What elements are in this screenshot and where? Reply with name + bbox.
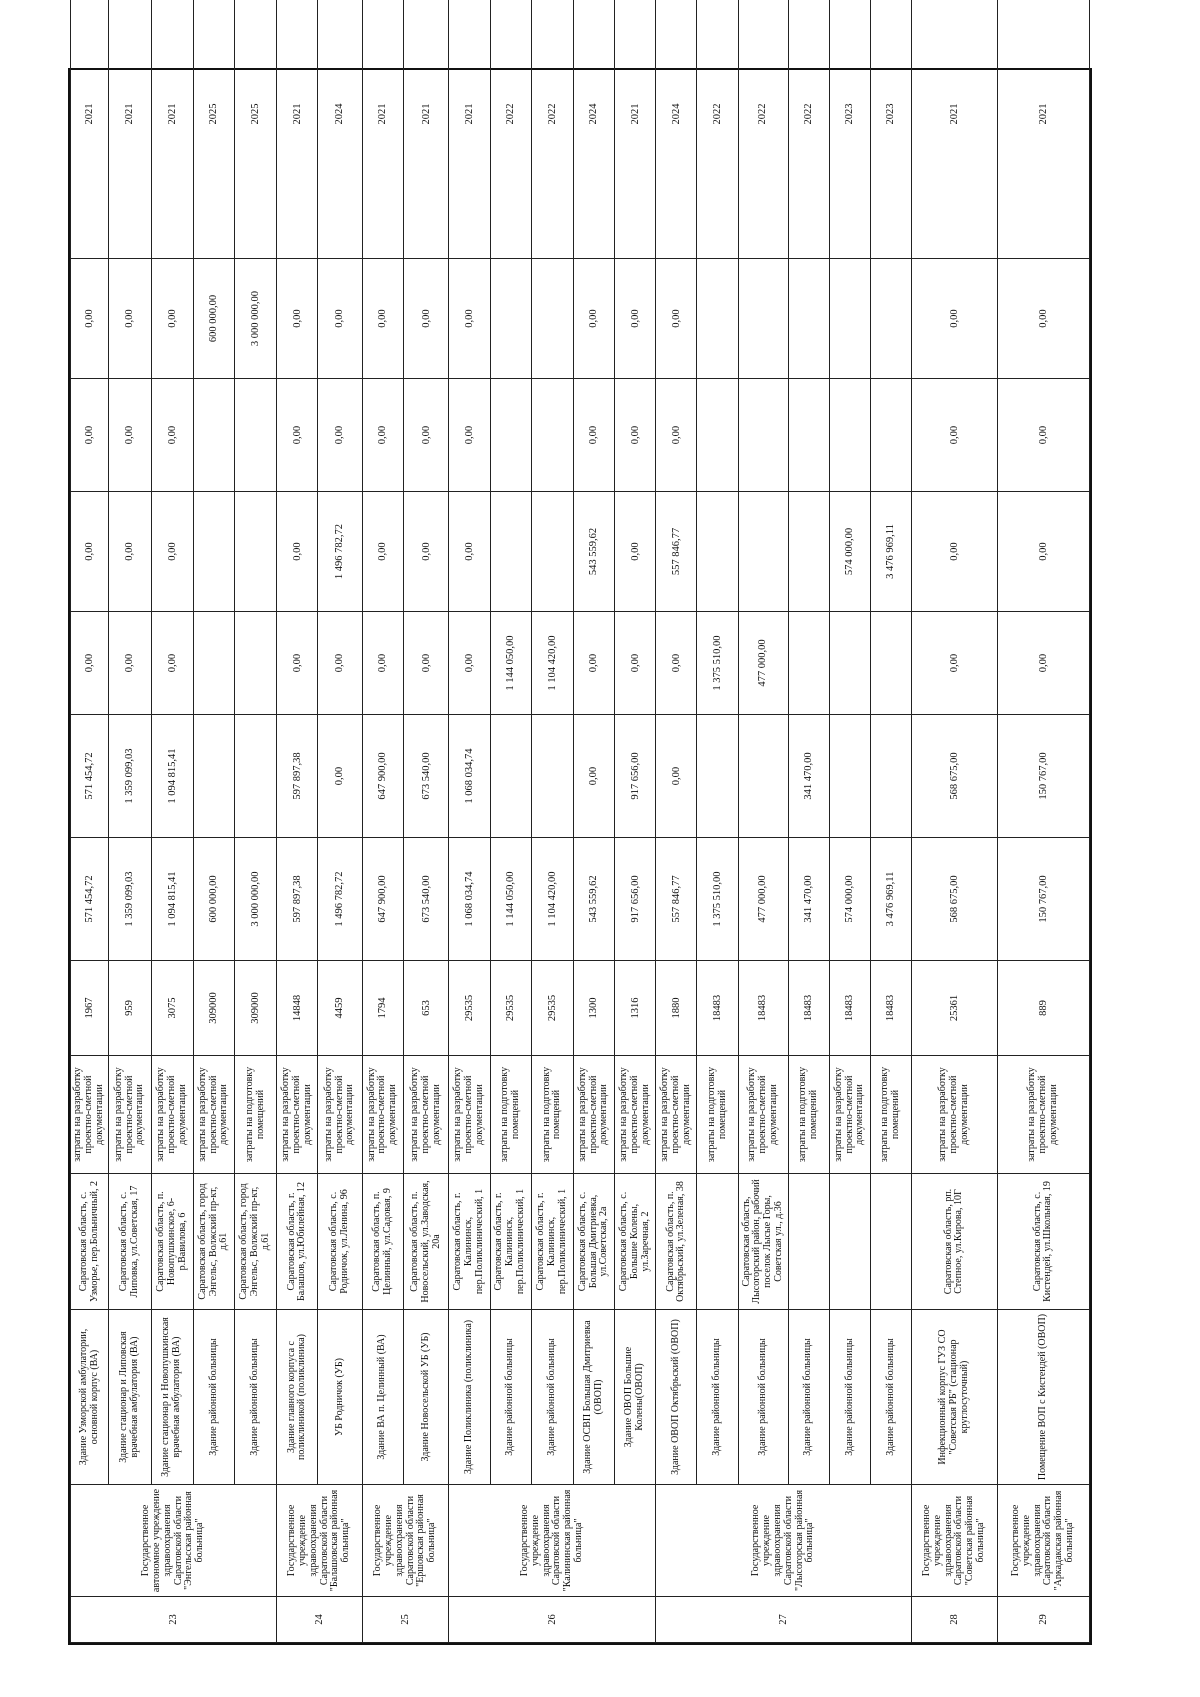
area: 18483 [697, 961, 738, 1056]
organization-name: Государственное учреждение здравоохранения Саратовской области "Калининская районная больница" [449, 1485, 656, 1597]
address: Саратовская область, город Энгельс, Волжский пр-кт, д.61 [193, 1174, 234, 1310]
cost-2021 [234, 715, 276, 838]
cost-2024 [870, 379, 911, 492]
cost-2022 [788, 612, 829, 715]
total-cost: 341 470,00 [788, 838, 829, 961]
completion-year: 2024 [656, 0, 697, 259]
total-cost: 917 656,00 [615, 838, 656, 961]
cost-2023: 557 846,77 [656, 492, 697, 612]
cost-2022: 0,00 [109, 612, 151, 715]
table-row [870, 0, 911, 1643]
total-cost: 1 068 034,74 [449, 838, 490, 961]
table-row [829, 0, 870, 1643]
cost-2022: 1 375 510,00 [697, 612, 738, 715]
row-number: 29 [997, 1597, 1089, 1643]
cost-2024: 0,00 [151, 379, 193, 492]
row-number: 24 [277, 1597, 363, 1643]
cost-2022: 0,00 [151, 612, 193, 715]
cost-2024: 0,00 [656, 379, 697, 492]
address: Саратовская область, Лысогорский район, рабочий поселок Лысые Горы, Советская ул., д.36 [738, 1174, 788, 1310]
address: Саратовская область, с. Узморье, пер.Больничный, 2 [71, 1174, 109, 1310]
row-number: 28 [912, 1597, 998, 1643]
object-name: Здание районной больницы [697, 1310, 738, 1485]
object-name: Здание ОСВП Большая Дмитриевка (ОВОП) [574, 1310, 615, 1485]
cost-2021: 568 675,00 [912, 715, 998, 838]
total-cost: 673 540,00 [403, 838, 449, 961]
table-row [151, 0, 193, 1643]
address: Саратовская область, с. Липовка, ул.Советская, 17 [109, 1174, 151, 1310]
table-body [71, 0, 1090, 1643]
cost-2022: 0,00 [574, 612, 615, 715]
table-row [318, 0, 362, 1643]
cost-2021: 673 540,00 [403, 715, 449, 838]
cost-2025 [531, 259, 573, 379]
organization-name: Государственное учреждение здравоохранения Саратовской области "Лысогорская районная больница" [656, 1485, 912, 1597]
cost-2021 [193, 715, 234, 838]
cost-2025: 0,00 [912, 259, 998, 379]
cost-2024: 0,00 [362, 379, 403, 492]
cost-2021: 0,00 [318, 715, 362, 838]
address [697, 1174, 738, 1310]
organization-name: Государственное автономное учреждение здравоохранения Саратовской области "Энгельсская районная больница" [71, 1485, 277, 1597]
area: 29535 [531, 961, 573, 1056]
object-name: Здание ВА п. Целинный (ВА) [362, 1310, 403, 1485]
cost-2023 [531, 492, 573, 612]
cost-2024: 0,00 [318, 379, 362, 492]
cost-2022: 0,00 [362, 612, 403, 715]
completion-year: 2025 [193, 0, 234, 259]
cost-2024 [788, 379, 829, 492]
completion-year: 2024 [318, 0, 362, 259]
cost-2023: 0,00 [151, 492, 193, 612]
cost-2025 [697, 259, 738, 379]
completion-year: 2022 [788, 0, 829, 259]
cost-2025: 0,00 [151, 259, 193, 379]
completion-year: 2021 [449, 0, 490, 259]
cost-2024 [531, 379, 573, 492]
address: Саратовская область, г. Калининск, пер.Поликлинический, 1 [531, 1174, 573, 1310]
total-cost: 3 476 969,11 [870, 838, 911, 961]
object-name: Здание районной больницы [531, 1310, 573, 1485]
completion-year: 2022 [697, 0, 738, 259]
completion-year: 2021 [912, 0, 998, 259]
cost-2024: 0,00 [109, 379, 151, 492]
cost-2022: 0,00 [403, 612, 449, 715]
cost-2023 [697, 492, 738, 612]
cost-2021: 1 094 815,41 [151, 715, 193, 838]
cost-2025: 0,00 [656, 259, 697, 379]
cost-2025: 0,00 [362, 259, 403, 379]
total-cost: 574 000,00 [829, 838, 870, 961]
object-name: Здание районной больницы [870, 1310, 911, 1485]
cost-2023: 0,00 [997, 492, 1089, 612]
cost-type: затраты на подготовку помещений [697, 1056, 738, 1174]
cost-2023: 0,00 [403, 492, 449, 612]
table-row [362, 0, 403, 1643]
cost-type: затраты на разработку проектно-сметной документации [151, 1056, 193, 1174]
address: Саратовская область, п. Целинный, ул.Садовая, 9 [362, 1174, 403, 1310]
cost-2022: 0,00 [615, 612, 656, 715]
table-row [738, 0, 788, 1643]
area: 1794 [362, 961, 403, 1056]
cost-2021 [697, 715, 738, 838]
table-row [490, 0, 531, 1643]
area: 1300 [574, 961, 615, 1056]
object-name: Помещение ВОП с Кистендей (ОВОП) [997, 1310, 1089, 1485]
address: Саратовская область, с. Кистендей, ул.Школьная, 19 [997, 1174, 1089, 1310]
cost-2024: 0,00 [449, 379, 490, 492]
cost-2025 [738, 259, 788, 379]
cost-2024 [829, 379, 870, 492]
cost-2021: 1 068 034,74 [449, 715, 490, 838]
document-sheet [68, 68, 1092, 1645]
object-name: Здание главного корпуса с поликлиникой (поликлиника) [277, 1310, 318, 1485]
total-cost: 557 846,77 [656, 838, 697, 961]
object-name: Здание ОВОП Октябрьский (ОВОП) [656, 1310, 697, 1485]
address [829, 1174, 870, 1310]
completion-year: 2021 [997, 0, 1089, 259]
area: 18483 [738, 961, 788, 1056]
cost-2021: 341 470,00 [788, 715, 829, 838]
area: 3075 [151, 961, 193, 1056]
object-name: Здание районной больницы [490, 1310, 531, 1485]
cost-2023: 574 000,00 [829, 492, 870, 612]
cost-2024: 0,00 [574, 379, 615, 492]
table-row [403, 0, 449, 1643]
cost-2023 [193, 492, 234, 612]
cost-2023: 0,00 [71, 492, 109, 612]
cost-type: затраты на разработку проектно-сметной документации [738, 1056, 788, 1174]
cost-2025 [829, 259, 870, 379]
cost-2023: 0,00 [277, 492, 318, 612]
cost-2022 [829, 612, 870, 715]
cost-2023: 0,00 [362, 492, 403, 612]
address [788, 1174, 829, 1310]
table-row [997, 0, 1089, 1643]
cost-2025: 0,00 [997, 259, 1089, 379]
cost-2025 [490, 259, 531, 379]
table-row [788, 0, 829, 1643]
address: Саратовская область, с. Большие Колены, ул.Заречная, 2 [615, 1174, 656, 1310]
cost-2025: 0,00 [574, 259, 615, 379]
object-name: Здание Узморской амбулатории, основной корпус (ВА) [71, 1310, 109, 1485]
cost-2022 [870, 612, 911, 715]
area: 25361 [912, 961, 998, 1056]
object-name: Здание Поликлиника (поликлиника) [449, 1310, 490, 1485]
cost-2025: 3 000 000,00 [234, 259, 276, 379]
cost-2025: 0,00 [277, 259, 318, 379]
organization-name: Государственное учреждение здравоохранения Саратовской области "Балашовская районная больница" [277, 1485, 363, 1597]
cost-type: затраты на разработку проектно-сметной документации [656, 1056, 697, 1174]
cost-2023 [788, 492, 829, 612]
cost-2022: 0,00 [318, 612, 362, 715]
area: 18483 [829, 961, 870, 1056]
cost-2021: 0,00 [656, 715, 697, 838]
area: 653 [403, 961, 449, 1056]
table-row [574, 0, 615, 1643]
completion-year: 2025 [234, 0, 276, 259]
cost-2024 [193, 379, 234, 492]
cost-2022: 0,00 [656, 612, 697, 715]
completion-year: 2021 [403, 0, 449, 259]
cost-type: затраты на подготовку помещений [531, 1056, 573, 1174]
cost-2024 [738, 379, 788, 492]
area: 4459 [318, 961, 362, 1056]
completion-year: 2021 [109, 0, 151, 259]
table-row [234, 0, 276, 1643]
completion-year: 2023 [870, 0, 911, 259]
cost-2025 [870, 259, 911, 379]
row-number: 25 [362, 1597, 449, 1643]
address: Саратовская область, п. Октябрьский, ул.Зеленая, 38 [656, 1174, 697, 1310]
table-row [71, 0, 109, 1643]
object-name: Здание Новосельской УБ (УБ) [403, 1310, 449, 1485]
cost-type: затраты на разработку проектно-сметной документации [318, 1056, 362, 1174]
cost-2022 [193, 612, 234, 715]
organization-name: Государственное учреждение здравоохранения Саратовской области "Советская районная больница" [912, 1485, 998, 1597]
cost-type: затраты на разработку проектно-сметной документации [362, 1056, 403, 1174]
cost-2021 [490, 715, 531, 838]
area: 18483 [788, 961, 829, 1056]
address: Саратовская область, п. Новопушкинское, 6-р.Вавилова, 6 [151, 1174, 193, 1310]
object-name: Здание стационар и Новопушкинская врачебная амбулатория (ВА) [151, 1310, 193, 1485]
cost-2021 [531, 715, 573, 838]
object-name: Здание районной больницы [829, 1310, 870, 1485]
row-number: 26 [449, 1597, 656, 1643]
completion-year: 2021 [615, 0, 656, 259]
cost-2024: 0,00 [403, 379, 449, 492]
cost-2021: 597 897,38 [277, 715, 318, 838]
cost-type: затраты на подготовку помещений [490, 1056, 531, 1174]
cost-2024: 0,00 [71, 379, 109, 492]
table-row [109, 0, 151, 1643]
cost-2023: 0,00 [615, 492, 656, 612]
area: 29535 [449, 961, 490, 1056]
area: 14848 [277, 961, 318, 1056]
cost-type: затраты на разработку проектно-сметной документации [574, 1056, 615, 1174]
cost-2022: 0,00 [277, 612, 318, 715]
object-name: Здание районной больницы [788, 1310, 829, 1485]
address: Саратовская область, город Энгельс, Волжский пр-кт, д.61 [234, 1174, 276, 1310]
total-cost: 568 675,00 [912, 838, 998, 961]
cost-type: затраты на разработку проектно-сметной документации [449, 1056, 490, 1174]
total-cost: 1 496 782,72 [318, 838, 362, 961]
address: Саратовская область, г. Калининск, пер.Поликлинический, 1 [490, 1174, 531, 1310]
completion-year: 2022 [531, 0, 573, 259]
cost-2023 [490, 492, 531, 612]
total-cost: 1 094 815,41 [151, 838, 193, 961]
area: 959 [109, 961, 151, 1056]
area: 1967 [71, 961, 109, 1056]
address: Саратовская область, г. Калининск, пер.Поликлинический, 1 [449, 1174, 490, 1310]
total-cost: 1 144 050,00 [490, 838, 531, 961]
cost-2025: 0,00 [71, 259, 109, 379]
cost-type: затраты на разработку проектно-сметной документации [109, 1056, 151, 1174]
cost-2024: 0,00 [277, 379, 318, 492]
address: Саратовская область, рп. Степное, ул.Кирова, 10Г [912, 1174, 998, 1310]
row-number: 23 [71, 1597, 277, 1643]
total-cost: 150 767,00 [997, 838, 1089, 961]
cost-type: затраты на разработку проектно-сметной документации [829, 1056, 870, 1174]
cost-2024: 0,00 [912, 379, 998, 492]
cost-2023: 1 496 782,72 [318, 492, 362, 612]
cost-2022: 1 104 420,00 [531, 612, 573, 715]
total-cost: 600 000,00 [193, 838, 234, 961]
object-name: Здание ОВОП Большие Колены(ОВОП) [615, 1310, 656, 1485]
cost-2022: 477 000,00 [738, 612, 788, 715]
cost-2025: 0,00 [449, 259, 490, 379]
cost-2021: 1 359 099,03 [109, 715, 151, 838]
cost-2025: 0,00 [615, 259, 656, 379]
address: Саратовская область, с. Родничок, ул.Ленина, 96 [318, 1174, 362, 1310]
object-name: Инфекционный корпус ГУЗ СО "Советская РБ" (стационар круглосуточный) [912, 1310, 998, 1485]
total-cost: 477 000,00 [738, 838, 788, 961]
cost-2023: 3 476 969,11 [870, 492, 911, 612]
row-number: 27 [656, 1597, 912, 1643]
cost-2021: 0,00 [574, 715, 615, 838]
total-cost: 543 559,62 [574, 838, 615, 961]
table-row [615, 0, 656, 1643]
area: 889 [997, 961, 1089, 1056]
address: Саратовская область, п. Новосельский, ул.Заводская, 20а [403, 1174, 449, 1310]
object-name: Здание стационар и Липовская врачебная амбулатория (ВА) [109, 1310, 151, 1485]
cost-2025: 0,00 [403, 259, 449, 379]
organization-name: Государственное учреждение здравоохранения Саратовской области "Ершовская районная больница" [362, 1485, 449, 1597]
area: 18483 [870, 961, 911, 1056]
completion-year: 2022 [490, 0, 531, 259]
cost-type: затраты на разработку проектно-сметной документации [997, 1056, 1089, 1174]
total-cost: 1 359 099,03 [109, 838, 151, 961]
cost-2023: 0,00 [109, 492, 151, 612]
cost-2021 [870, 715, 911, 838]
cost-2022: 0,00 [449, 612, 490, 715]
organization-name: Государственное учреждение здравоохранения Саратовской области "Аркадакская районная больница" [997, 1485, 1089, 1597]
capital-repair-table [70, 0, 1090, 1643]
cost-2025: 0,00 [318, 259, 362, 379]
cost-2021: 917 656,00 [615, 715, 656, 838]
area: 1880 [656, 961, 697, 1056]
cost-2022: 0,00 [912, 612, 998, 715]
cost-type: затраты на разработку проектно-сметной документации [71, 1056, 109, 1174]
area: 29535 [490, 961, 531, 1056]
cost-2023 [738, 492, 788, 612]
completion-year: 2021 [151, 0, 193, 259]
area: 309000 [234, 961, 276, 1056]
cost-2021 [738, 715, 788, 838]
cost-2022: 0,00 [71, 612, 109, 715]
rotated-table-wrapper [70, 70, 1090, 1643]
cost-2024 [490, 379, 531, 492]
cost-2022: 1 144 050,00 [490, 612, 531, 715]
completion-year: 2024 [574, 0, 615, 259]
total-cost: 1 104 420,00 [531, 838, 573, 961]
completion-year: 2021 [71, 0, 109, 259]
object-name: Здание районной больницы [193, 1310, 234, 1485]
total-cost: 571 454,72 [71, 838, 109, 961]
object-name: Здание районной больницы [738, 1310, 788, 1485]
cost-2023: 543 559,62 [574, 492, 615, 612]
area: 309000 [193, 961, 234, 1056]
cost-2025: 0,00 [109, 259, 151, 379]
cost-2022 [234, 612, 276, 715]
total-cost: 3 000 000,00 [234, 838, 276, 961]
total-cost: 1 375 510,00 [697, 838, 738, 961]
cost-type: затраты на разработку проектно-сметной документации [615, 1056, 656, 1174]
cost-2025 [788, 259, 829, 379]
cost-2021 [829, 715, 870, 838]
cost-2021: 571 454,72 [71, 715, 109, 838]
address: Саратовская область, с. Большая Дмитриевка, ул.Советская, 2а [574, 1174, 615, 1310]
address: Саратовская область, г. Балашов, ул.Юбилейная, 12 [277, 1174, 318, 1310]
table-row [531, 0, 573, 1643]
completion-year: 2023 [829, 0, 870, 259]
cost-2024 [234, 379, 276, 492]
cost-type: затраты на разработку проектно-сметной документации [193, 1056, 234, 1174]
cost-2025: 600 000,00 [193, 259, 234, 379]
address [870, 1174, 911, 1310]
total-cost: 647 900,00 [362, 838, 403, 961]
area: 1316 [615, 961, 656, 1056]
total-cost: 597 897,38 [277, 838, 318, 961]
object-name: Здание районной больницы [234, 1310, 276, 1485]
completion-year: 2021 [362, 0, 403, 259]
table-row [656, 0, 697, 1643]
cost-type: затраты на разработку проектно-сметной документации [403, 1056, 449, 1174]
cost-type: затраты на подготовку помещений [234, 1056, 276, 1174]
table-row [912, 0, 998, 1643]
table-row [193, 0, 234, 1643]
cost-2021: 647 900,00 [362, 715, 403, 838]
cost-type: затраты на разработку проектно-сметной документации [277, 1056, 318, 1174]
cost-2023: 0,00 [449, 492, 490, 612]
cost-2024: 0,00 [997, 379, 1089, 492]
cost-2022: 0,00 [997, 612, 1089, 715]
completion-year: 2022 [738, 0, 788, 259]
cost-2021: 150 767,00 [997, 715, 1089, 838]
cost-2024 [697, 379, 738, 492]
object-name: УБ Родничок (УБ) [318, 1310, 362, 1485]
table-row [449, 0, 490, 1643]
table-row [697, 0, 738, 1643]
completion-year: 2021 [277, 0, 318, 259]
cost-2023: 0,00 [912, 492, 998, 612]
cost-2024: 0,00 [615, 379, 656, 492]
table-row [277, 0, 318, 1643]
cost-type: затраты на разработку проектно-сметной документации [912, 1056, 998, 1174]
cost-2023 [234, 492, 276, 612]
cost-type: затраты на подготовку помещений [870, 1056, 911, 1174]
cost-type: затраты на подготовку помещений [788, 1056, 829, 1174]
